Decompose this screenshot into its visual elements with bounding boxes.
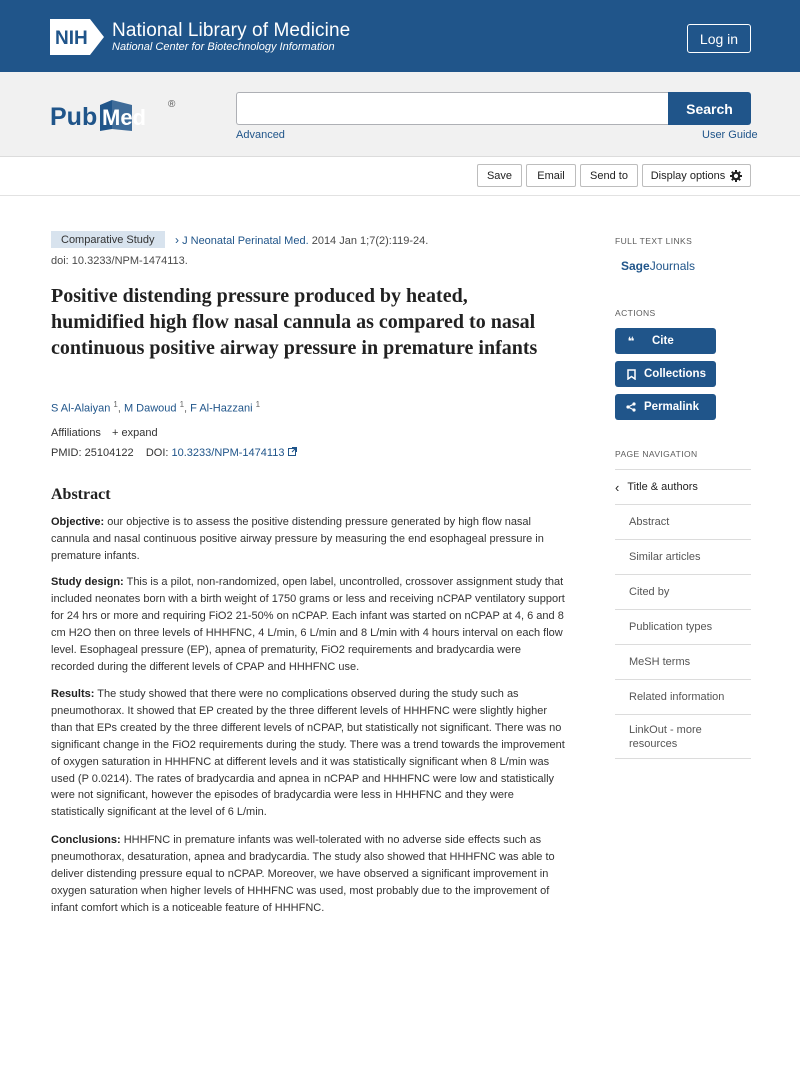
author-link[interactable]: S Al-Alaiyan <box>51 402 111 415</box>
registered-mark: ® <box>168 99 176 110</box>
actions-label: ACTIONS <box>615 308 656 318</box>
search-band <box>0 72 800 157</box>
sage-journals-link[interactable] <box>621 259 695 273</box>
org-title[interactable]: National Library of Medicine <box>112 20 351 41</box>
chevron-right-icon: › <box>175 233 179 247</box>
expand-toggle[interactable] <box>112 427 158 439</box>
nav-related-information[interactable]: Related information <box>615 679 751 714</box>
full-text-links-label: FULL TEXT LINKS <box>615 236 693 246</box>
section-text: This is a pilot, non-randomized, open label, uncontrolled, crossover assignment study that included neonates born with a birth weight of 1750 grams or less and receiving nCPAP ventilatory support for 24 hrs or more and requiring FiO2 21-50% on nCPAP. Each infant was started on nCPAP at 4, 6 and 8 cm H2O then on three levels of HHHFNC, 4 L/min, 6 L/min and 8 L/min with 4 hours interval on each flow level. Esophageal pressure (EP), apnea of prematurity, FiO2 requirements and bradycardia were recorded during the different levels of CPAP and HHHFNC use. <box>51 576 565 673</box>
svg-text:Med: Med <box>102 105 146 130</box>
cite-label: Cite <box>652 335 674 347</box>
section-text: our objective is to assess the positive distending pressure generated by high flow nasal cannula and nasal continuous positive airway pressure by measuring the end esophageal pressure in premature infants. <box>51 516 544 562</box>
publication-type-badge[interactable]: Comparative Study <box>51 231 165 248</box>
quote-icon: ❝ <box>627 336 635 348</box>
nav-mesh-terms[interactable]: MeSH terms <box>615 644 751 679</box>
affiliations-row <box>51 427 158 439</box>
collections-label: Collections <box>644 368 706 380</box>
share-icon <box>624 402 638 412</box>
external-link-icon <box>288 447 297 456</box>
expand-label: expand <box>121 427 158 439</box>
search-button[interactable]: Search <box>668 92 751 125</box>
author-link[interactable]: M Dawoud <box>123 402 177 415</box>
nav-publication-types[interactable]: Publication types <box>615 609 751 644</box>
author-affiliation-sup[interactable]: 1 <box>113 400 118 409</box>
identifiers-row <box>51 447 297 459</box>
journal-link[interactable]: J Neonatal Perinatal Med. <box>182 235 309 247</box>
svg-text:Pub: Pub <box>50 103 98 131</box>
affiliations-label: Affiliations <box>51 427 101 439</box>
citation-text: 2014 Jan 1;7(2):119-24. <box>311 235 429 247</box>
nav-divider <box>615 758 751 759</box>
section-text: HHHFNC in premature infants was well-tolerated with no adverse side effects such as pneumothorax, desaturation, apnea and bradycardia. The study also showed that HHHFNC was able to deliver distending pressure equal to nCPAP. Moreover, we have observed a significant improvement in oxygen saturation when higher levels of HHHFNC was used, most probably due to the improvement of infant comfort which is a noticeable feature of HHHFNC. <box>51 834 555 914</box>
nav-similar-articles[interactable]: Similar articles <box>615 539 751 574</box>
author-affiliation-sup[interactable]: 1 <box>179 400 185 409</box>
display-options-button[interactable] <box>642 164 751 187</box>
abstract-conclusions <box>51 832 565 917</box>
cite-button[interactable] <box>615 328 716 354</box>
nav-abstract[interactable]: Abstract <box>615 504 751 539</box>
permalink-label: Permalink <box>644 401 699 413</box>
nav-title-authors[interactable] <box>615 469 751 504</box>
nav-label: Title & authors <box>627 481 698 493</box>
author-affiliation-sup[interactable]: 1 <box>255 400 261 409</box>
send-to-button[interactable]: Send to <box>580 164 638 187</box>
doi-line: doi: 10.3233/NPM-1474113. <box>51 255 188 267</box>
sage-bold: Sage <box>621 259 650 273</box>
user-guide-link[interactable]: User Guide <box>702 129 758 141</box>
gear-icon <box>730 170 742 182</box>
abstract-heading: Abstract <box>51 486 111 503</box>
section-label: Conclusions: <box>51 834 121 846</box>
doi-link[interactable]: 10.3233/NPM-1474113 <box>171 447 285 459</box>
section-label: Objective: <box>51 516 105 528</box>
section-label: Results: <box>51 688 95 700</box>
nih-header <box>0 0 800 72</box>
nav-cited-by[interactable]: Cited by <box>615 574 751 609</box>
article-title: Positive distending pressure produced by heated, humidified high flow nasal cannula as compared to nasal continuous positive airway pressure in premature infants <box>51 285 538 359</box>
page-navigation <box>615 469 751 759</box>
abstract-results <box>51 686 565 821</box>
pmid-label: PMID: <box>51 447 82 459</box>
login-button[interactable]: Log in <box>687 24 751 53</box>
sage-rest: Journals <box>649 259 696 273</box>
save-button[interactable]: Save <box>477 164 522 187</box>
page-navigation-label: PAGE NAVIGATION <box>615 449 698 459</box>
author-list: S Al-Alaiyan $^1$, M Dawoud $^1$, F Al-Hazzani $^1$ <box>51 400 261 415</box>
nih-badge-text: NIH <box>55 28 88 49</box>
advanced-search-link[interactable]: Advanced <box>236 129 285 141</box>
pubmed-logo[interactable] <box>50 95 184 135</box>
chevron-left-icon: ‹ <box>615 479 620 495</box>
author-link[interactable]: F Al-Hazzani <box>190 402 253 415</box>
email-button[interactable]: Email <box>526 164 576 187</box>
doi-label: DOI: <box>145 447 169 459</box>
collections-button[interactable] <box>615 361 716 387</box>
nav-linkout[interactable]: LinkOut - more resources <box>615 714 751 758</box>
article-toolbar <box>0 157 800 196</box>
display-options-label: Display options <box>650 169 726 182</box>
nih-logo-icon[interactable] <box>50 19 104 55</box>
plus-icon: + <box>112 427 119 439</box>
abstract-study-design <box>51 574 565 675</box>
pmid-value: 25104122 <box>84 447 134 459</box>
org-subtitle: National Center for Biotechnology Information <box>112 41 335 53</box>
abstract-objective <box>51 514 565 565</box>
bookmark-icon <box>624 369 638 380</box>
section-text: The study showed that there were no complications observed during the study such as pneumothorax. It showed that EP created by the three different levels of HHHFNC were slightly higher than that EPs created by the three different levels of nCPAP, but statistically not significant. There was no significant change in the FiO2 requirements during the study. There was a trend towards the improvement of oxygen saturation in HHHFNC at different levels and it was statistically significant when 8 L/min was used (P 0.0214). The rates of bradycardia and apnea in nCPAP and HHHFNC were low and statistically were not significant, however the episodes of bradycardia were less in HHHFNC and they were statistically significant at the level of 6 L/min. <box>51 688 565 819</box>
journal-citation <box>175 233 428 247</box>
section-label: Study design: <box>51 576 124 588</box>
permalink-button[interactable] <box>615 394 716 420</box>
search-input[interactable] <box>236 92 668 125</box>
